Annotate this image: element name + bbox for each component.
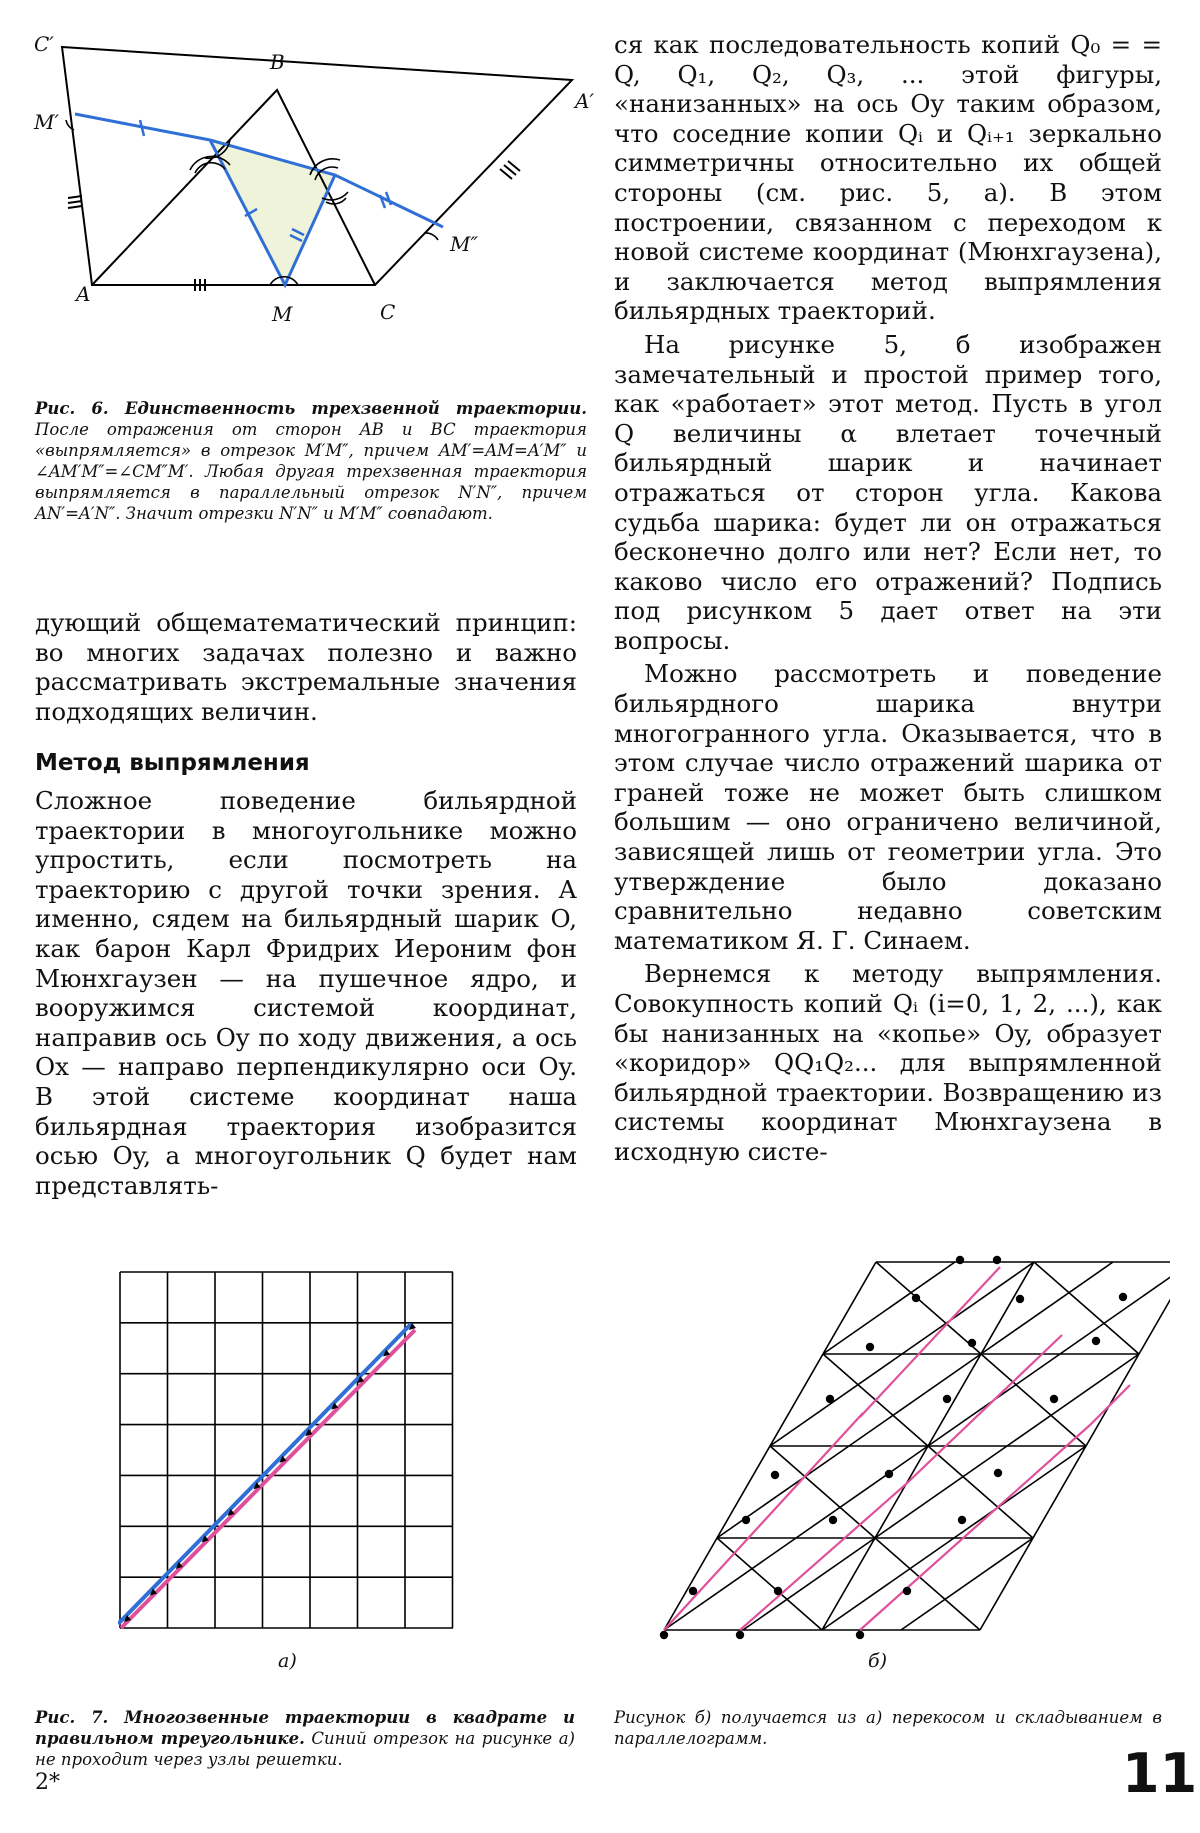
- fig6-label-M: M: [272, 302, 293, 326]
- fig6-label-B: B: [270, 50, 285, 74]
- fig6-label-C: C: [380, 300, 396, 324]
- fig7a-grid: [118, 1270, 498, 1632]
- fig6-caption-body: После отражения от сторон AB и BC траектория «выпрямляется» в отрезок M′M″, причем AM′=AM=A′M″ и ∠AM′M″=∠CM″M′. Любая другая трехзвенная траектория выпрямляется в параллельный отрезок N′N″, причем AN′=A′N″. Значит отрезки N′N″ и M′M″ совпадают.: [35, 420, 587, 523]
- section-heading: Метод выпрямления: [35, 750, 310, 776]
- fig7a-blue-line: [118, 1324, 411, 1624]
- fig6-label-A: A: [76, 282, 91, 306]
- signature-mark: 2*: [35, 1770, 60, 1795]
- right-column: [614, 30, 1162, 1167]
- fig7b-lattice: [650, 1255, 1170, 1645]
- fig7a-pink-line: [121, 1330, 415, 1628]
- fig6-label-Mp: M′: [34, 110, 60, 134]
- fig6-caption-title: Рис. 6. Единственность трехзвенной траектории.: [35, 399, 587, 418]
- fig7-caption-left: [35, 1707, 575, 1770]
- fig7b-pink-line-2: [740, 1485, 905, 1630]
- fig7a-label: а): [278, 1650, 297, 1672]
- right-paragraph-4: Вернемся к методу выпрямления. Совокупность копий Qᵢ (i=0, 1, 2, ...), как бы нанизанных на «копье» Oy, образует «коридор» QQ₁Q₂... для выпрямленной бильярдной траектории. Возвращению из системы координат Мюнхгаузена в исходную систе-: [614, 959, 1162, 1166]
- fig6-label-Cp: C′: [34, 32, 54, 56]
- fig7-caption-right: Рисунок б) получается из а) перекосом и складыванием в параллелограмм.: [614, 1708, 1162, 1748]
- right-paragraph-1: ся как последовательность копий Q₀ = = Q, Q₁, Q₂, Q₃, ... этой фигуры, «нанизанных» на ось Oy таким образом, что соседние копии Qᵢ и Qᵢ₊₁ зеркально симметричны относительно их общей стороны (см. рис. 5, а). В этом построении, связанном с переходом к новой системе координат (Мюнхгаузена), и заключается метод выпрямления бильярдных траекторий.: [614, 30, 1162, 326]
- left-paragraph-continuation: дующий общематематический принцип: во многих задачах полезно и важно рассматривать экстремальные значения подходящих величин.: [35, 608, 577, 726]
- left-paragraph-method: Сложное поведение бильярдной траектории в многоугольнике можно упростить, если посмотреть на траекторию с другой точки зрения. А именно, сядем на бильярдный шарик O, как барон Карл Фридрих Иероним фон Мюнхгаузен — на пушечное ядро, и вооружимся системой координат, направив ось Oy по ходу движения, а ось Ox — направо перпендикулярно оси Oy. В этой системе координат наша бильярдная траектория изобразится осью Oy, а многоугольник Q будет нам представлять-: [35, 786, 577, 1200]
- fig6-diagram: [30, 30, 600, 330]
- fig7b-label: б): [868, 1650, 888, 1672]
- right-paragraph-2: На рисунке 5, б изображен замечательный и простой пример того, как «работает» этот метод. Пусть в угол Q величины α влетает точечный бильярдный шарик и начинает отражаться от сторон угла. Какова судьба шарика: будет ли он отражаться бесконечно долго или нет? Если нет, то каково число его отражений? Подпись под рисунком 5 дает ответ на эти вопросы.: [614, 329, 1162, 655]
- page-number: 11: [1122, 1742, 1198, 1805]
- fig6-label-Ap: A′: [575, 89, 594, 113]
- fig7-caption-left-title: Рис. 7. Многозвенные траектории в квадрате и правильном треугольнике.: [35, 1708, 575, 1748]
- fig6-caption: [35, 398, 587, 524]
- right-paragraph-3: Можно рассмотреть и поведение бильярдного шарика внутри многогранного угла. Оказывается, что в этом случае число отражений шарика от граней тоже не может быть слишком большим — оно ограничено величиной, зависящей лишь от геометрии угла. Это утверждение было доказано сравнительно недавно советским математиком Я. Г. Синаем.: [614, 659, 1162, 955]
- fig6-label-Mpp: M″: [450, 232, 478, 256]
- fig7b-pink-line-3: [860, 1425, 1090, 1630]
- fig7-caption-left-body: Синий отрезок на рисунке а) не проходит через узлы решетки.: [35, 1729, 575, 1769]
- fig6-quadrilateral: [62, 47, 572, 285]
